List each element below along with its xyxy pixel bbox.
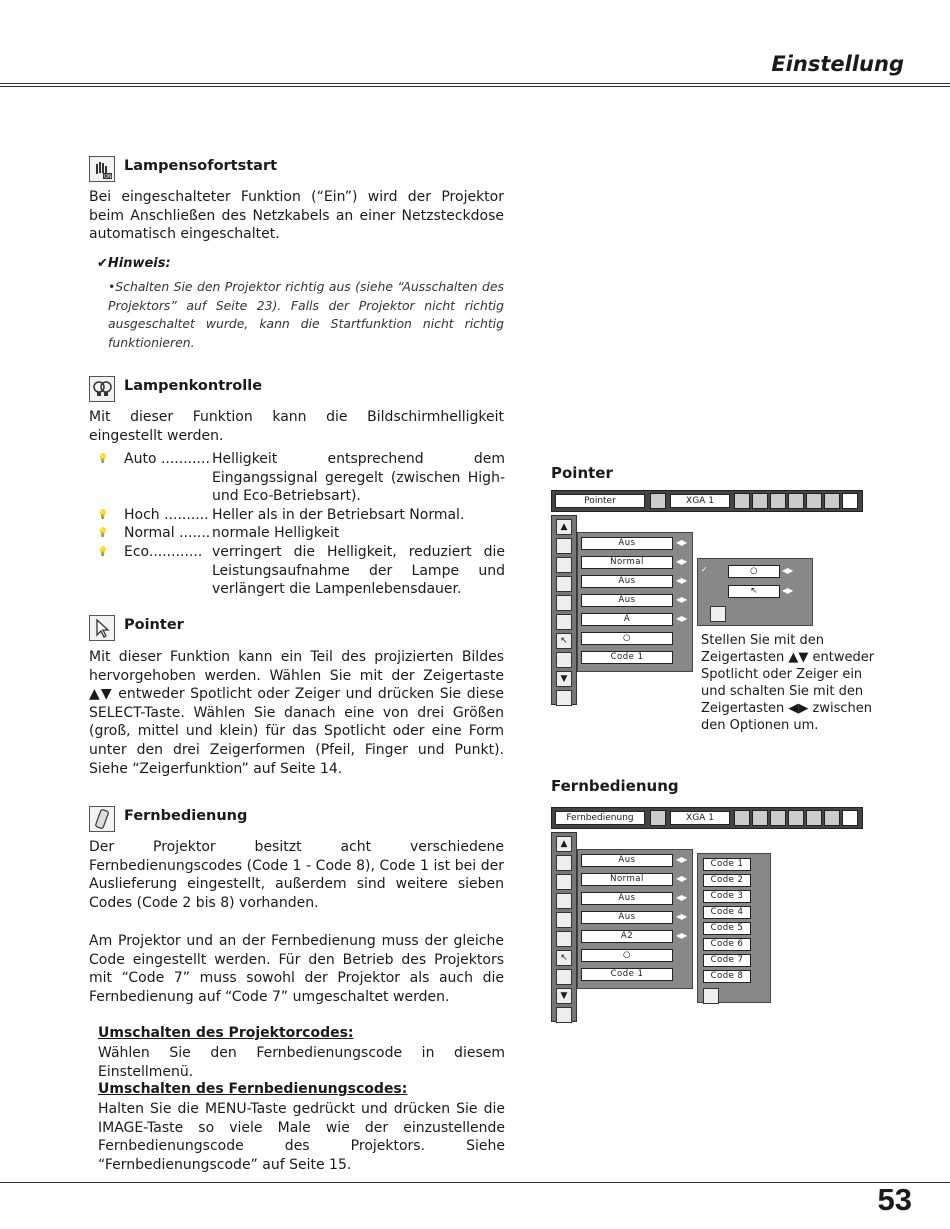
osd-value[interactable]: Normal [581,873,673,886]
pointer-shape-value[interactable]: ↖ [728,585,780,598]
osd-value-panel [577,849,693,989]
osd-value[interactable]: Aus [581,575,673,588]
left-right-arrows-icon[interactable]: ◀▶ [676,931,687,940]
up-arrow-icon[interactable]: ▲ [556,836,572,852]
lampenkontrolle-title: Lampenkontrolle [124,378,263,394]
pointer-icon [89,615,115,641]
osd-value[interactable]: Aus [581,537,673,550]
lamp-on-icon[interactable] [556,912,572,928]
code-option[interactable]: Code 6 [703,938,751,951]
note-title: ✔Hinweis: [97,256,171,271]
osd-topbar [551,490,863,512]
left-right-arrows-icon[interactable]: ◀▶ [676,557,687,566]
checkmark-icon: ✓ [701,565,707,574]
code-option[interactable]: Code 8 [703,970,751,983]
lampensofortstart-text: Bei eingeschalteter Funktion (“Ein”) wird der Projektor beim Anschließen des Netzkabels an einer Netzsteckdose automatisch eingeschaltet. [89,189,504,243]
code-option[interactable]: Code 7 [703,954,751,967]
left-right-arrows-icon[interactable]: ◀▶ [676,614,687,623]
code-option[interactable]: Code 2 [703,874,751,887]
code-option[interactable]: Code 5 [703,922,751,935]
setting-icon[interactable] [556,855,572,871]
osd-adjust-icon[interactable] [770,810,786,826]
lamp-icon[interactable] [556,576,572,592]
setting-icon[interactable] [556,874,572,890]
osd-sound-icon[interactable] [806,810,822,826]
left-right-arrows-icon[interactable]: ◀▶ [676,874,687,883]
pointer-caption: Stellen Sie mit den Zeigertasten ▲▼ entweder Spotlicht oder Zeiger ein und schalten Sie mit den Zeigertasten ◀▶ zwischen den Optionen um. [701,633,875,733]
list-item: 💡 Auto ........... Helligkeit entsprechend dem Eingangssignal geregelt (zwischen High- und Eco-Betriebsart). [97,451,505,505]
osd-sidebar [551,832,577,1022]
osd-image-icon[interactable] [752,493,768,509]
osd-screen-icon[interactable] [788,810,804,826]
setting-icon[interactable] [556,538,572,554]
osd-screen-icon[interactable] [788,493,804,509]
osd-sound-icon[interactable] [806,493,822,509]
remote-control-icon[interactable] [556,969,572,985]
note-text: •Schalten Sie den Projektor richtig aus (siehe “Ausschalten des Projektors” auf Seite 23). Falls der Projektor nicht richtig ausgeschaltet wurde, kann die Startfunktion nicht richtig funktionieren. [108,279,504,350]
left-right-arrows-icon[interactable]: ◀▶ [676,595,687,604]
svg-text:ON: ON [104,174,112,180]
lamp-control-icon[interactable] [556,614,572,630]
page-header-title: Einstellung [771,52,904,76]
fernbedienung-text-1: Der Projektor besitzt acht verschiedene Fernbedienungscodes (Code 1 - Code 8), Code 1 ist bei der Auslieferung eingestellt, außerdem sind weitere sieben Codes (Code 2 bis 8) vorhanden. [89,839,504,911]
osd-value[interactable]: Aus [581,892,673,905]
left-right-arrows-icon[interactable]: ◀▶ [676,538,687,547]
pointer-menu-heading: Pointer [551,464,613,482]
pointer-icon[interactable]: ↖ [556,950,572,966]
spotlight-value[interactable]: ○ [728,565,780,578]
code-option[interactable]: Code 4 [703,906,751,919]
lamp-control-icon [89,376,115,402]
header-rule-2 [0,86,950,87]
osd-value[interactable]: Code 1 [581,651,673,664]
osd-value[interactable]: ○ [581,949,673,962]
remote-osd-menu [551,807,863,1022]
osd-value[interactable]: Aus [581,594,673,607]
footer-rule [0,1182,950,1183]
osd-value[interactable]: Aus [581,911,673,924]
pointer-submenu [697,558,813,626]
left-right-arrows-icon[interactable]: ◀▶ [676,912,687,921]
left-right-arrows-icon[interactable]: ◀▶ [782,586,793,595]
osd-value[interactable]: ○ [581,632,673,645]
osd-signal-label: XGA 1 [670,811,730,825]
code-option[interactable]: Code 3 [703,890,751,903]
lamp-mode-list [97,450,505,599]
osd-value[interactable]: A [581,613,673,626]
osd-value[interactable]: Normal [581,556,673,569]
osd-topbar [551,807,863,829]
osd-adjust-icon[interactable] [770,493,786,509]
osd-sidebar [551,515,577,705]
down-arrow-icon[interactable]: ▼ [556,988,572,1004]
code-option[interactable]: Code 1 [703,858,751,871]
list-item: 💡 Normal ....... normale Helligkeit [97,525,340,542]
exit-icon[interactable] [710,606,726,622]
projector-code-heading: Umschalten des Projektorcodes: [98,1025,354,1041]
remote-code-heading: Umschalten des Fernbedienungscodes: [98,1081,408,1097]
osd-setting-icon[interactable] [824,493,840,509]
osd-tab-label: Fernbedienung [555,811,645,825]
osd-setting-icon[interactable] [824,810,840,826]
lamp-icon[interactable] [556,893,572,909]
osd-value[interactable]: Code 1 [581,968,673,981]
lamp-on-icon[interactable] [556,595,572,611]
lamp-on-icon [89,156,115,182]
left-right-arrows-icon[interactable]: ◀▶ [676,576,687,585]
list-item: 💡 Hoch .......... Heller als in der Betriebsart Normal. [97,506,465,523]
osd-input-icon[interactable] [734,493,750,509]
left-right-arrows-icon[interactable]: ◀▶ [676,893,687,902]
remote-control-icon[interactable] [556,652,572,668]
remote-control-icon [89,806,115,832]
lamp-eco-icon: 💡 [97,546,109,557]
lamp-normal-icon: 💡 [97,528,109,539]
lampenkontrolle-text: Mit dieser Funktion kann die Bildschirmhelligkeit eingestellt werden. [89,409,504,444]
code-submenu [697,853,771,1003]
osd-menu-icon[interactable] [650,810,666,826]
osd-value[interactable]: A2 [581,930,673,943]
exit-icon[interactable] [703,988,719,1004]
osd-input-icon[interactable] [734,810,750,826]
pointer-title: Pointer [124,617,184,633]
left-right-arrows-icon[interactable]: ◀▶ [676,855,687,864]
remote-code-text: Halten Sie die MENU-Taste gedrückt und drücken Sie die IMAGE-Taste so viele Male wie der einzustellende Fernbedienungscode des Projektors. Siehe “Fernbedienungscode” auf Seite 15. [98,1101,505,1173]
lamp-control-icon[interactable] [556,931,572,947]
lamp-high-icon: 💡 [97,509,109,520]
lamp-auto-icon: 💡 [97,454,109,464]
osd-image-icon[interactable] [752,810,768,826]
osd-menu-icon[interactable] [650,493,666,509]
exit-icon[interactable] [556,1007,572,1023]
up-arrow-icon[interactable]: ▲ [556,519,572,535]
osd-value-panel [577,532,693,672]
projector-code-text: Wählen Sie den Fernbedienungscode in diesem Einstellmenü. [98,1045,505,1080]
osd-value[interactable]: Aus [581,854,673,867]
exit-icon[interactable] [556,690,572,706]
fernbedienung-title: Fernbedienung [124,808,248,824]
header-rule [0,83,950,84]
setting-icon[interactable] [556,557,572,573]
pointer-text: Mit dieser Funktion kann ein Teil des projizierten Bildes hervorgehoben werden. Wählen Sie mit der Zeigertaste ▲▼ entweder Spotlicht oder Zeiger und drücken Sie diese SELECT-Taste. Wählen Sie danach eine von drei Größen (groß, mittel und klein) für das Spotlicht oder eine Form unter den drei Zeigerformen (Pfeil, Finger und Punkt). Siehe “Zeigerfunktion” auf Seite 14. [89,649,504,777]
lampensofortstart-title: Lampensofortstart [124,158,278,174]
fernbedienung-text-2: Am Projektor und an der Fernbedienung muss der gleiche Code eingestellt werden. Für den Betrieb des Projektors mit “Code 7” muss sowohl der Projektor als auch die Fernbedienung auf “Code 7” umgeschaltet werden. [89,933,504,1005]
list-item: 💡 Eco............ verringert die Helligkeit, reduziert die Leistungsaufnahme der Lampe und verlängert die Lampenlebensdauer. [97,543,505,598]
remote-menu-heading: Fernbedienung [551,777,679,795]
down-arrow-icon[interactable]: ▼ [556,671,572,687]
left-right-arrows-icon[interactable]: ◀▶ [782,566,793,575]
osd-info-icon[interactable] [842,493,858,509]
osd-signal-label: XGA 1 [670,494,730,508]
page-number: 53 [877,1182,912,1217]
pointer-icon[interactable]: ↖ [556,633,572,649]
osd-info-icon[interactable] [842,810,858,826]
osd-tab-label: Pointer [555,494,645,508]
